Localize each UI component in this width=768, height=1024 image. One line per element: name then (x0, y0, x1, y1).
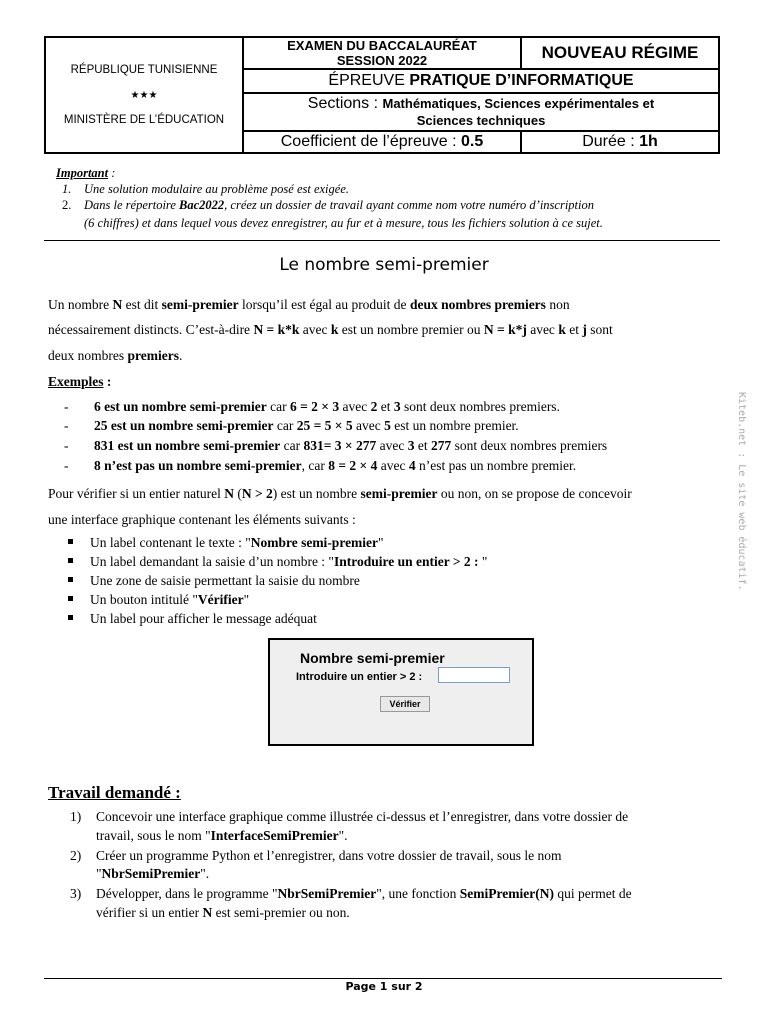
t: InterfaceSemiPremier (210, 828, 339, 843)
t: premiers (127, 348, 179, 363)
important-heading (56, 166, 115, 181)
t: NbrSemiPremier (277, 886, 377, 901)
important-item-2 (62, 198, 732, 213)
t: semi-premier (360, 486, 438, 501)
epreuve-title: PRATIQUE D’INFORMATIQUE (409, 72, 634, 89)
travail-item-3-cont (96, 905, 350, 921)
sections-label: Sections : (307, 95, 383, 112)
t: qui permet de (553, 886, 632, 901)
travail-item-3 (70, 886, 720, 902)
t: ". (200, 866, 210, 881)
t: " (481, 554, 488, 569)
t: deux nombres premiers (409, 297, 546, 312)
republic-text: RÉPUBLIQUE TUNISIENNE (70, 63, 218, 76)
t: Un label contenant le texte : " (90, 535, 251, 550)
important-item-1-text: Une solution modulaire au problème posé est exigée. (84, 182, 349, 196)
t: 3 (393, 399, 401, 414)
examples-heading (48, 374, 720, 390)
t: avec (376, 438, 408, 453)
duree-label: Durée : (582, 133, 640, 150)
verify-line-2: une interface graphique contenant les éléments suivants : (48, 512, 356, 527)
watermark: Kiteb.net : Le site web éducatif. (736, 392, 747, 591)
stars-text: ★★★ (130, 89, 158, 101)
important-colon: : (108, 166, 116, 180)
ministry-cell (45, 37, 243, 153)
important-item-2-bold: Bac2022 (179, 198, 225, 212)
exam-header (44, 36, 720, 154)
intro-line-2 (48, 322, 720, 338)
gui-number-input[interactable] (438, 667, 510, 683)
t: car (280, 438, 304, 453)
sections-line1: Mathématiques, Sciences expérimentales et (382, 96, 655, 111)
t: 8 n’est pas un nombre semi-premier (94, 458, 302, 473)
t: NbrSemiPremier (101, 866, 201, 881)
t: avec (299, 322, 331, 337)
t: n’est pas un nombre premier. (415, 458, 577, 473)
sections-cell (243, 93, 719, 131)
t: ( (233, 486, 242, 501)
t: nécessairement distincts. C’est-à-dire (48, 322, 254, 337)
t: 831 est un nombre semi-premier (94, 438, 281, 453)
header-divider (44, 240, 720, 241)
intro-line-1 (48, 297, 720, 313)
important-item-2-num: 2. (62, 198, 72, 212)
travail-item-2-cont (96, 866, 209, 882)
t: 25 est un nombre semi-premier (94, 418, 274, 433)
t: car (273, 418, 297, 433)
t: " (378, 535, 384, 550)
gui-mockup (268, 638, 534, 746)
epreuve-cell (243, 69, 719, 93)
t: et (565, 322, 583, 337)
bullet-item (68, 535, 384, 551)
t: et (414, 438, 431, 453)
important-title: Important (56, 166, 109, 180)
t: ou non, on se propose de concevoir (437, 486, 632, 501)
t: avec (352, 418, 385, 433)
coef-cell (243, 131, 521, 153)
t: Une zone de saisie permettant la saisie du nombre (90, 573, 360, 588)
important-item-2-a: Dans le répertoire (84, 198, 180, 212)
t: 831= 3 × 277 (303, 438, 377, 453)
verify-line-1 (48, 486, 720, 502)
important-item-1 (62, 182, 349, 197)
t: est un nombre premier ou (338, 322, 484, 337)
important-item-1-num: 1. (62, 182, 72, 196)
t: j (582, 322, 587, 337)
important-item-2-cont: (6 chiffres) et dans lequel vous devez enregistrer, au fur et à mesure, tous les fichiers solution à ce sujet. (84, 216, 603, 230)
t: ) est un nombre (272, 486, 361, 501)
t: non (545, 297, 570, 312)
example-item: - 8 n’est pas un nombre semi-premier, car 8 = 2 × 4 avec 4 n’est pas un nombre premier. (64, 458, 577, 473)
regime-cell: NOUVEAU RÉGIME (521, 37, 719, 69)
travail-item-1-cont (96, 828, 347, 844)
travail-item-1 (70, 809, 720, 825)
examples-title: Exemples (48, 374, 104, 389)
t: " (243, 592, 250, 607)
t: k (558, 322, 566, 337)
t: 4 (408, 458, 416, 473)
gui-prompt-label: Introduire un entier > 2 : (296, 671, 423, 683)
page-title: Le nombre semi-premier (279, 255, 489, 275)
t: Un label demandant la saisie d’un nombre : " (90, 554, 334, 569)
t: N = k*j (483, 322, 527, 337)
t: 2) (70, 848, 82, 863)
t: Créer un programme Python et l’enregistrer, dans votre dossier de travail, sous le nom (96, 848, 562, 863)
t: 6 = 2 × 3 (289, 399, 340, 414)
coef-value: 0.5 (461, 133, 484, 150)
t: 2 (370, 399, 378, 414)
t: Un nombre (48, 297, 113, 312)
example-item: - 831 est un nombre semi-premier car 831= 3 × 277 avec 3 et 277 sont deux nombres premiers (64, 438, 608, 453)
t: est semi-premier ou non. (212, 905, 350, 920)
t: N = k*k (253, 322, 300, 337)
duree-value: 1h (639, 133, 658, 150)
t: 25 = 5 × 5 (296, 418, 353, 433)
t: Nombre semi-premier (250, 535, 379, 550)
t: Concevoir une interface graphique comme illustrée ci-dessus et l’enregistrer, dans votre dossier de (96, 809, 629, 824)
bullet-item (68, 592, 249, 608)
examples-colon: : (103, 374, 112, 389)
t: sont deux nombres premiers. (400, 399, 560, 414)
t: semi-premier (161, 297, 239, 312)
page-number: Page 1 sur 2 (345, 980, 423, 993)
t: Un bouton intitulé " (90, 592, 198, 607)
t: 1) (70, 809, 82, 824)
t: ". (338, 828, 348, 843)
sections-line2: Sciences techniques (416, 113, 546, 128)
t: k (330, 322, 339, 337)
exam-session: SESSION 2022 (336, 53, 428, 68)
t: et (377, 399, 394, 414)
t: N (224, 486, 234, 501)
t: . (178, 348, 183, 363)
epreuve-prefix: ÉPREUVE (328, 72, 410, 89)
bullet-item (68, 611, 317, 627)
t: Vérifier (197, 592, 244, 607)
t: deux nombres (48, 348, 128, 363)
ministry-text: MINISTÈRE DE L’ÉDUCATION (63, 113, 225, 126)
t: avec (526, 322, 559, 337)
exam-cell (243, 37, 521, 69)
t: 6 est un nombre semi-premier (94, 399, 267, 414)
t: Pour vérifier si un entier naturel (48, 486, 225, 501)
t: vérifier si un entier (96, 905, 203, 920)
coef-label: Coefficient de l’épreuve : (280, 133, 461, 150)
important-item-2-b: , créez un dossier de travail ayant comme nom votre numéro d’inscription (224, 198, 594, 212)
t: Introduire un entier > 2 : (333, 554, 482, 569)
t: avec (339, 399, 371, 414)
t: , car (301, 458, 329, 473)
duree-cell (521, 131, 719, 153)
t: avec (377, 458, 409, 473)
t: 3 (407, 438, 415, 453)
t: SemiPremier(N) (459, 886, 554, 901)
t: sont deux nombres premiers (451, 438, 608, 453)
t: N (112, 297, 123, 312)
t: 8 = 2 × 4 (328, 458, 378, 473)
t: sont (586, 322, 613, 337)
t: est un nombre premier. (390, 418, 519, 433)
t: travail, sous le nom " (96, 828, 211, 843)
t: 277 (430, 438, 452, 453)
example-item: - 6 est un nombre semi-premier car 6 = 2 × 3 avec 2 et 3 sont deux nombres premiers. (64, 399, 560, 414)
example-item: - 25 est un nombre semi-premier car 25 = 5 × 5 avec 5 est un nombre premier. (64, 418, 519, 433)
travail-item-2 (70, 848, 720, 864)
bullet-item (68, 554, 487, 570)
exam-title: EXAMEN DU BACCALAURÉAT (287, 38, 477, 53)
t: N > 2 (241, 486, 273, 501)
footer-divider (44, 978, 722, 979)
t: ", une fonction (376, 886, 460, 901)
t: Développer, dans le programme " (96, 886, 278, 901)
t: est dit (122, 297, 162, 312)
t: Un label pour afficher le message adéquat (90, 611, 317, 626)
t: N (202, 905, 213, 920)
t: 5 (384, 418, 391, 433)
gui-verify-button[interactable]: Vérifier (380, 696, 430, 712)
travail-title: Travail demandé : (48, 783, 181, 802)
t: lorsqu’il est égal au produit de (238, 297, 410, 312)
t: " (96, 866, 102, 881)
gui-title-label: Nombre semi-premier (300, 650, 445, 666)
t: car (266, 399, 290, 414)
intro-line-3 (48, 348, 720, 364)
t: 3) (70, 886, 82, 901)
bullet-item (68, 573, 360, 589)
